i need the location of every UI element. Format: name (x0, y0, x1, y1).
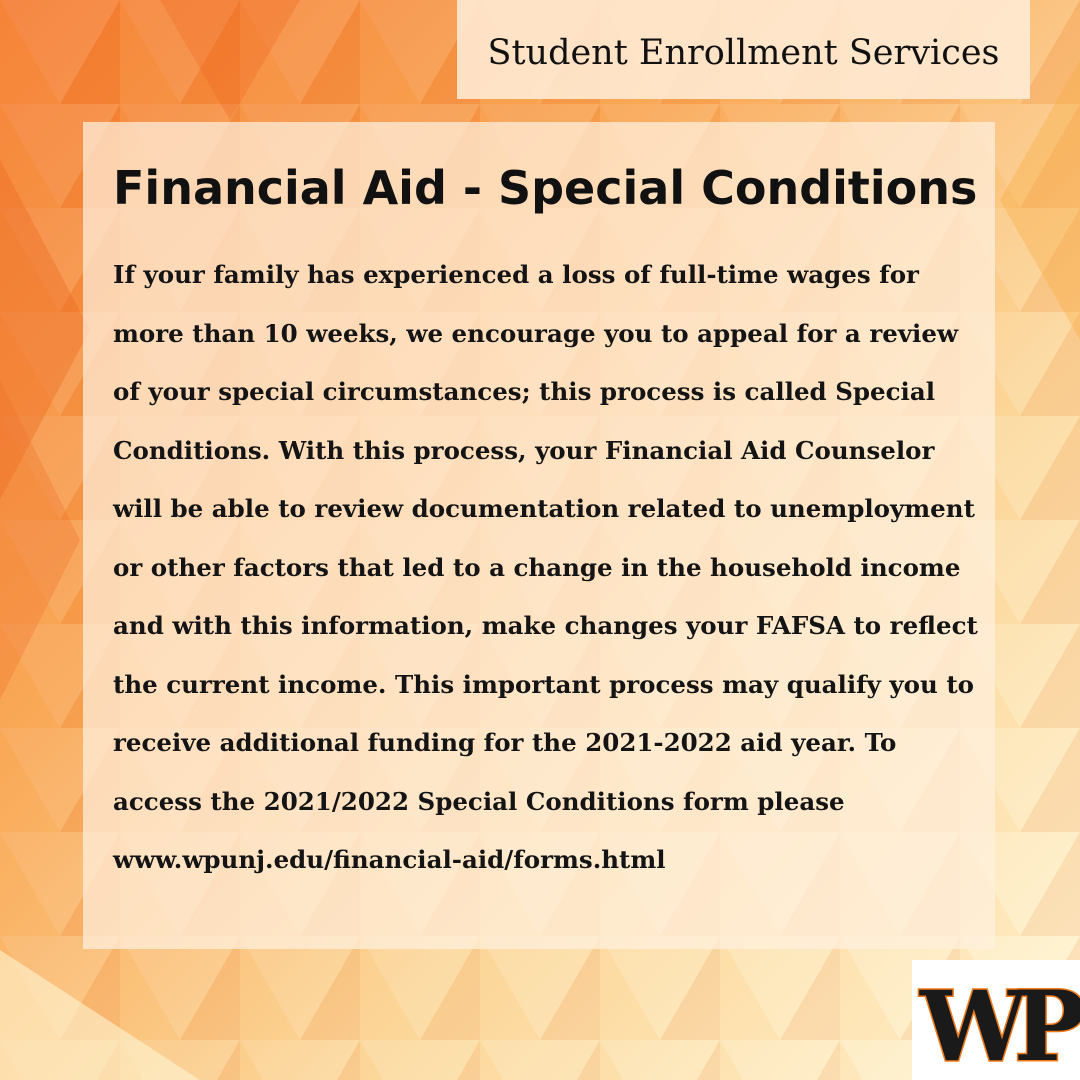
body-line: access the 2021/2022 Special Conditions form please (113, 786, 845, 816)
body-line: If your family has experienced a loss of full-time wages for (113, 260, 919, 289)
header-title: Student Enrollment Services (487, 32, 1000, 73)
svg-text:WP: WP (920, 970, 1072, 1080)
card-title: Financial Aid - Special Conditions (113, 161, 978, 215)
body-line: more than 10 weeks, we encourage you to appeal for a review (113, 318, 959, 348)
body-line: Conditions. With this process, your Financial Aid Counselor (113, 435, 935, 465)
content-card (83, 122, 995, 949)
body-line: the current income. This important process may qualify you to (113, 669, 975, 699)
header-banner (457, 0, 1030, 99)
wp-logo (912, 960, 1080, 1080)
body-line: receive additional funding for the 2021-2022 aid year. To (113, 728, 897, 757)
body-line: of your special circumstances; this process is called Special (113, 377, 936, 406)
body-line: and with this information, make changes your FAFSA to reflect (113, 611, 978, 640)
wp-logo-icon (912, 960, 1080, 1080)
body-line: or other factors that led to a change in the household income (113, 552, 961, 582)
url-link[interactable]: www.wpunj.edu/financial-aid/forms.html (113, 845, 666, 874)
card-body (113, 246, 993, 890)
body-line: will be able to review documentation related to unemployment (113, 494, 975, 523)
